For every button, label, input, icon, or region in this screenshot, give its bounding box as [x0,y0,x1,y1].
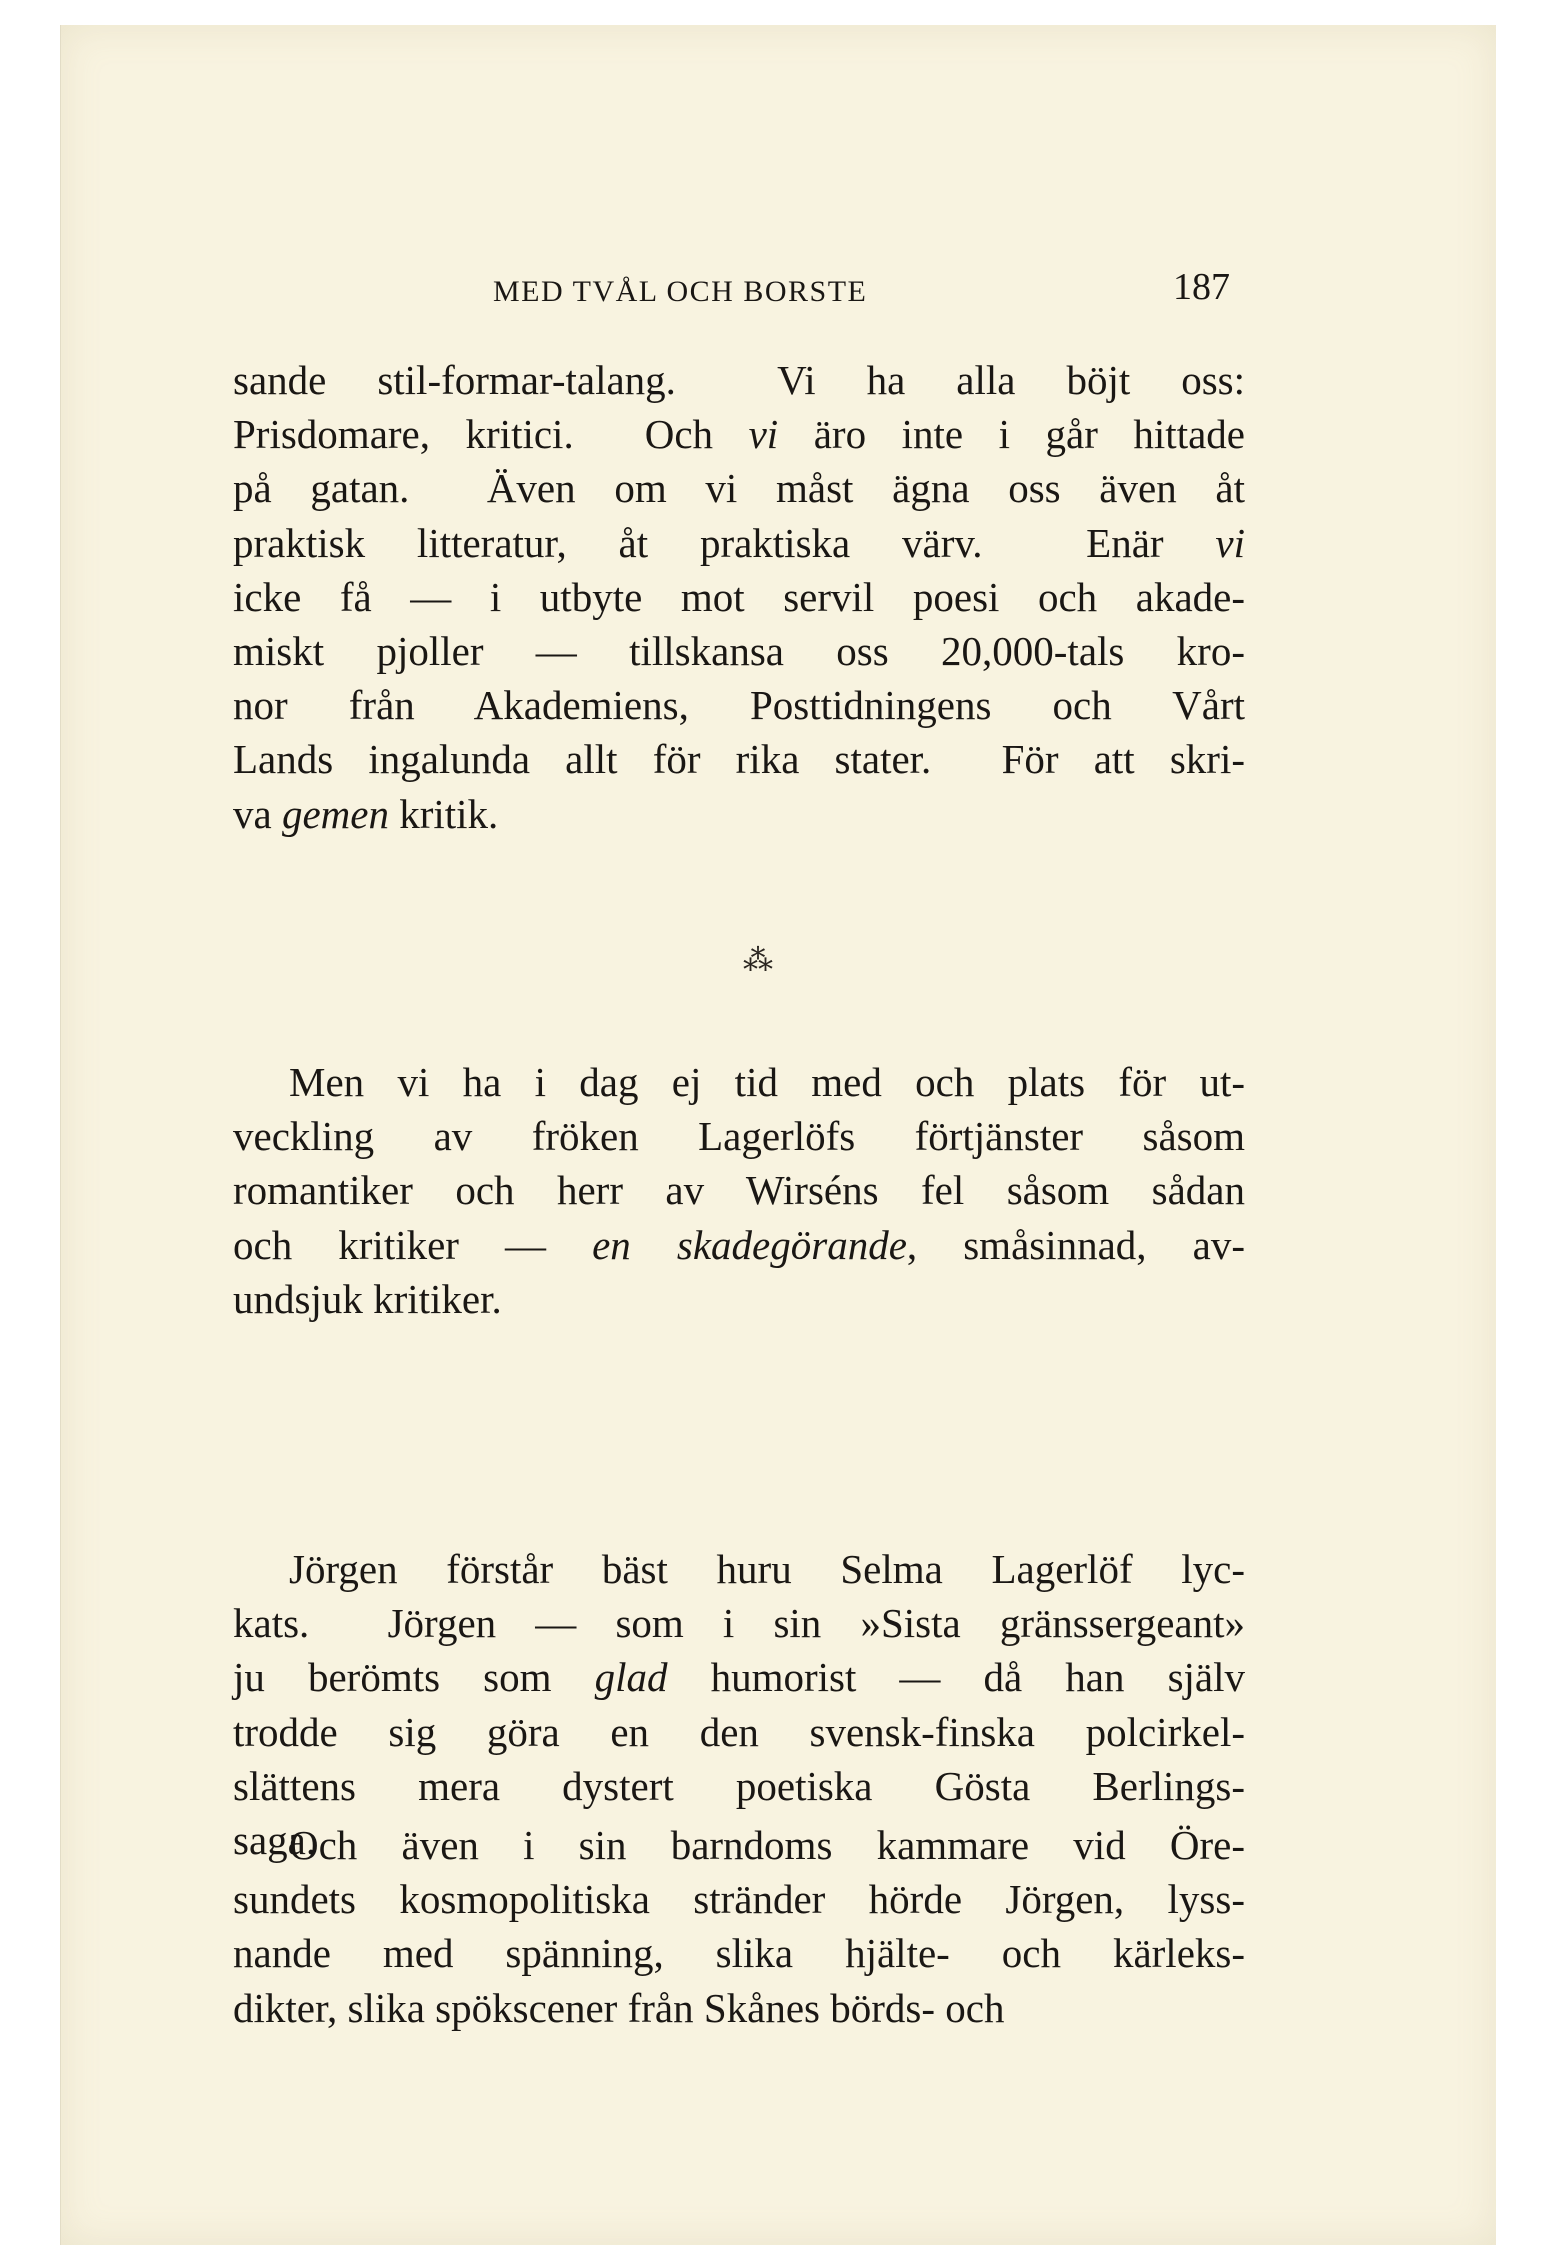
page-number: 187 [1173,266,1230,308]
text-segment: nande med spänning, slika hjälte- och kärleks- [233,1930,1245,1977]
text-line [233,407,1245,461]
italic-text: en skadegörande [592,1221,907,1268]
paragraph [233,1055,1245,1326]
text-segment: saga. [233,1816,317,1863]
text-line [233,1818,1245,1872]
text-segment: kats. Jörgen — som i sin »Sista gränssergeant» [233,1600,1245,1647]
text-line [233,1981,1245,2035]
text-line [233,1542,1245,1596]
text-segment: , småsinnad, av- [906,1221,1245,1268]
text-line [233,1759,1245,1813]
text-segment: nor från Akademiens, Posttidningens och Vårt [233,682,1245,729]
text-line [233,787,1245,841]
text-line [233,1055,1245,1109]
text-line [233,1872,1245,1926]
paragraph [233,353,1245,841]
running-title: MED TVÅL OCH BORSTE [493,275,868,308]
text-line [233,1926,1245,1980]
text-segment: Prisdomare, kritici. Och [233,411,749,458]
page-header [61,266,1496,313]
text-line [233,461,1245,515]
text-segment: humorist — då han själv [667,1654,1245,1701]
text-segment: romantiker och herr av Wirséns fel såsom sådan [233,1167,1245,1214]
text-segment: miskt pjoller — tillskansa oss 20,000-tals kro- [233,627,1245,674]
text-segment: Lands ingalunda allt för rika stater. För att skri- [233,736,1245,783]
text-line [233,678,1245,732]
text-line [233,516,1245,570]
text-segment: praktisk litteratur, åt praktiska värv. Enär [233,519,1216,566]
text-segment: och kritiker — [233,1221,593,1268]
text-line [233,624,1245,678]
section-separator: ⁂ [743,944,773,977]
text-segment: undsjuk kritiker. [233,1275,502,1322]
text-segment: ju berömts som [233,1654,595,1701]
text-segment: kritik. [388,790,499,837]
text-line [233,1163,1245,1217]
text-line [233,1596,1245,1650]
text-line [233,1650,1245,1704]
book-page [60,25,1496,2245]
text-segment: Men vi ha i dag ej tid med och plats för ut- [289,1059,1245,1105]
text-segment: slättens mera dystert poetiska Gösta Berlings- [233,1762,1245,1809]
text-segment: trodde sig göra en den svensk-finska polcirkel- [233,1708,1245,1755]
text-segment: Och även i sin barndoms kammare vid Öre- [289,1822,1245,1868]
text-line [233,570,1245,624]
text-segment: Jörgen förstår bäst huru Selma Lagerlöf lyc- [289,1546,1245,1592]
italic-text: vi [1215,519,1245,566]
italic-text: vi [748,411,779,458]
text-line [233,1109,1245,1163]
paragraph [233,1818,1245,2035]
text-segment: va [233,790,282,837]
text-segment: veckling av fröken Lagerlöfs förtjänster såsom [233,1113,1245,1160]
text-segment: sundets kosmopolitiska stränder hörde Jörgen, lyss- [233,1876,1245,1923]
text-segment: äro inte i går hittade [778,411,1245,458]
text-segment: icke få — i utbyte mot servil poesi och akade- [233,573,1245,620]
text-line [233,1705,1245,1759]
text-line [233,1272,1245,1326]
text-line [233,1218,1245,1272]
text-segment: sande stil-formar-talang. Vi ha alla böjt oss: [233,357,1245,403]
text-segment: dikter, slika spökscener från Skånes börds- och [233,1984,1005,2031]
text-line [233,732,1245,786]
italic-text: glad [594,1654,668,1701]
text-line [233,353,1245,407]
text-segment: på gatan. Även om vi måst ägna oss även åt [233,465,1245,512]
italic-text: gemen [281,790,389,837]
